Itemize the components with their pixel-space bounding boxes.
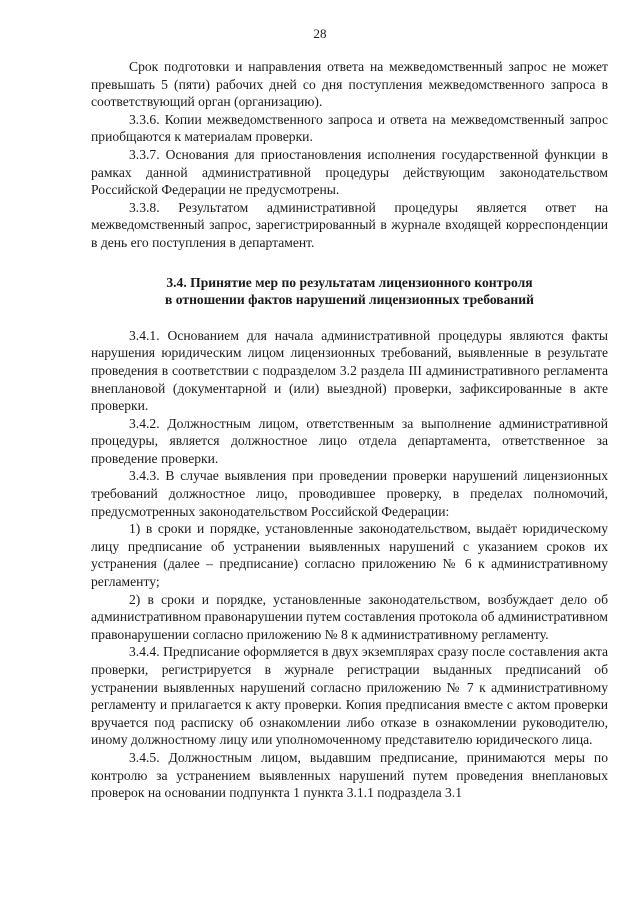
paragraph-response-deadline: Срок подготовки и направления ответа на межведомственный запрос не может превышать 5 (пяти) рабочих дней со дня поступления межведомственного запроса в соответствующий орган (организацию). (91, 59, 608, 110)
paragraph-3-4-2: 3.4.2. Должностным лицом, ответственным за выполнение административной процедуры, является должностное лицо отдела департамента, ответственное за проведение проверки. (91, 415, 608, 466)
section-heading-line-2: в отношении фактов нарушений лицензионных требований (165, 292, 534, 308)
paragraph-3-4-1: 3.4.1. Основанием для начала административной процедуры являются факты нарушения юридическим лицом лицензионных требований, выявленные в результате проведения в соответствии с подразделом 3.2 раздела III административного регламента внеплановой (документарной и (или) выездной) проверки, зафиксированные в акте проверки. (91, 327, 608, 414)
paragraph-3-3-7: 3.3.7. Основания для приостановления исполнения государственной функции в рамках данной административной процедуры действующим законодательством Российской Федерации не предусмотрены. (91, 146, 608, 198)
section-heading-line-1: 3.4. Принятие мер по результатам лицензионного контроля (166, 274, 533, 290)
page-number: 28 (313, 26, 327, 41)
paragraph-3-4-3: 3.4.3. В случае выявления при проведении проверки нарушений лицензионных требований должностное лицо, проводившее проверку, в пределах полномочий, предусмотренных законодательством Российской Федерации: (91, 468, 608, 519)
paragraph-3-4-3-item-2: 2) в сроки и порядке, установленные законодательством, возбуждает дело об административном правонарушении путем составления протокола об административном правонарушении согласно приложению № 8 к административному регламенту. (91, 591, 608, 642)
paragraph-3-3-8: 3.3.8. Результатом административной процедуры является ответ на межведомственный запрос, зарегистрированный в журнале входящей корреспонденции в день его поступления в департамент. (91, 199, 608, 250)
paragraph-3-3-6: 3.3.6. Копии межведомственного запроса и ответа на межведомственный запрос приобщаются к материалам проверки. (91, 111, 608, 145)
paragraph-3-4-5: 3.4.5. Должностным лицом, выдавшим предписание, принимаются меры по контролю за устранением выявленных нарушений путем проведения внеплановых проверок на основании подпункта 1 пункта 3.1.1 подраздела 3.1 (91, 749, 608, 801)
paragraph-3-4-4: 3.4.4. Предписание оформляется в двух экземплярах сразу после составления акта проверки, регистрируется в журнале регистрации выданных предписаний об устранении выявленных нарушений согласно приложению № 7 к административному регламенту и прилагается к акту проверки. Копия предписания вместе с актом проверки вручается под расписку об ознакомлении либо отказе в ознакомлении руководителю, иному должностному лицу или уполномоченному представителю юридического лица. (91, 644, 608, 748)
paragraph-3-4-3-item-1: 1) в сроки и порядке, установленные законодательством, выдаёт юридическому лицу предписание об устранении выявленных нарушений с указанием сроков их устранения (далее – предписание) согласно приложению № 6 к административному регламенту; (91, 521, 608, 590)
document-body (91, 58, 608, 802)
section-heading-3-4 (91, 274, 608, 309)
